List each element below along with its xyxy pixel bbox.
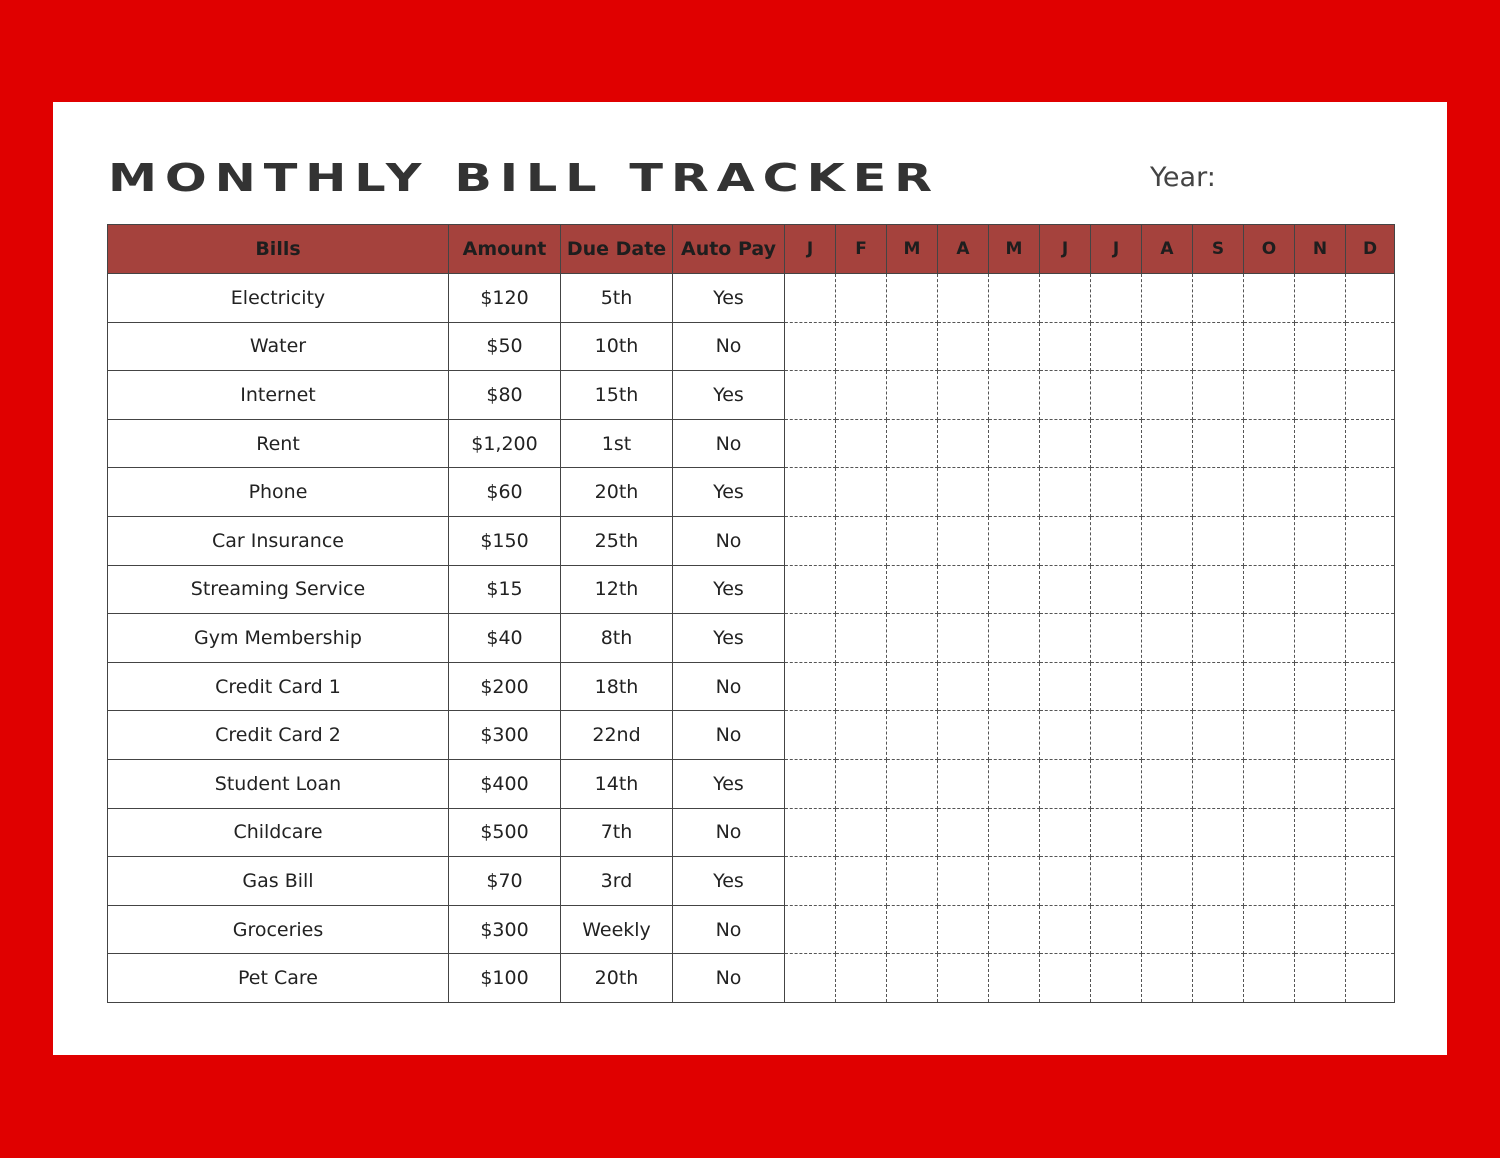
tracker-sheet — [53, 102, 1447, 1055]
month-check-cell[interactable] — [1142, 565, 1193, 614]
month-check-cell[interactable] — [989, 468, 1040, 517]
month-check-cell[interactable] — [1244, 419, 1295, 468]
month-check-cell[interactable] — [1193, 468, 1244, 517]
month-check-cell[interactable] — [938, 614, 989, 663]
month-check-cell[interactable] — [938, 516, 989, 565]
month-check-cell[interactable] — [1295, 662, 1346, 711]
month-check-cell[interactable] — [836, 322, 887, 371]
month-check-cell[interactable] — [989, 857, 1040, 906]
amount-cell: $300 — [449, 711, 561, 760]
year-label: Year: — [1150, 162, 1216, 193]
month-check-cell[interactable] — [1091, 857, 1142, 906]
month-check-cell[interactable] — [1346, 954, 1395, 1003]
month-check-cell[interactable] — [1295, 516, 1346, 565]
month-check-cell[interactable] — [1193, 857, 1244, 906]
bill-name-cell: Rent — [108, 419, 449, 468]
month-check-cell[interactable] — [1091, 468, 1142, 517]
month-check-cell[interactable] — [887, 905, 938, 954]
bill-name-cell: Credit Card 2 — [108, 711, 449, 760]
month-check-cell[interactable] — [887, 662, 938, 711]
month-check-cell[interactable] — [1346, 662, 1395, 711]
bill-name-cell: Childcare — [108, 808, 449, 857]
month-check-cell[interactable] — [938, 565, 989, 614]
bill-name-cell: Student Loan — [108, 759, 449, 808]
month-check-cell[interactable] — [1346, 857, 1395, 906]
month-check-cell[interactable] — [1091, 371, 1142, 420]
auto-pay-cell: No — [673, 905, 785, 954]
month-check-cell[interactable] — [1142, 419, 1193, 468]
page-title: MONTHLY BILL TRACKER — [108, 156, 940, 201]
column-header-due-date: Due Date — [561, 225, 673, 274]
month-check-cell[interactable] — [989, 711, 1040, 760]
month-check-cell[interactable] — [887, 614, 938, 663]
bill-name-cell: Credit Card 1 — [108, 662, 449, 711]
month-check-cell[interactable] — [1346, 711, 1395, 760]
month-header: M — [989, 225, 1040, 274]
amount-cell: $150 — [449, 516, 561, 565]
month-check-cell[interactable] — [1193, 759, 1244, 808]
month-check-cell[interactable] — [887, 857, 938, 906]
month-check-cell[interactable] — [785, 759, 836, 808]
month-check-cell[interactable] — [887, 516, 938, 565]
month-check-cell[interactable] — [1142, 954, 1193, 1003]
month-check-cell[interactable] — [1244, 322, 1295, 371]
month-check-cell[interactable] — [1346, 322, 1395, 371]
month-check-cell[interactable] — [989, 274, 1040, 323]
month-check-cell[interactable] — [989, 419, 1040, 468]
table-row — [108, 808, 1395, 857]
month-check-cell[interactable] — [1346, 468, 1395, 517]
month-check-cell[interactable] — [1142, 905, 1193, 954]
month-check-cell[interactable] — [1193, 614, 1244, 663]
auto-pay-cell: No — [673, 711, 785, 760]
month-check-cell[interactable] — [887, 468, 938, 517]
month-check-cell[interactable] — [1040, 662, 1091, 711]
month-check-cell[interactable] — [1142, 468, 1193, 517]
auto-pay-cell: Yes — [673, 468, 785, 517]
month-check-cell[interactable] — [938, 711, 989, 760]
month-header: S — [1193, 225, 1244, 274]
month-check-cell[interactable] — [1295, 419, 1346, 468]
table-header-row — [108, 225, 1395, 274]
month-check-cell[interactable] — [1040, 711, 1091, 760]
month-check-cell[interactable] — [1142, 614, 1193, 663]
month-check-cell[interactable] — [887, 759, 938, 808]
month-check-cell[interactable] — [1091, 565, 1142, 614]
month-check-cell[interactable] — [938, 905, 989, 954]
table-row — [108, 322, 1395, 371]
month-check-cell[interactable] — [1142, 857, 1193, 906]
month-check-cell[interactable] — [1091, 274, 1142, 323]
month-check-cell[interactable] — [887, 565, 938, 614]
month-check-cell[interactable] — [836, 565, 887, 614]
auto-pay-cell: Yes — [673, 371, 785, 420]
table-row — [108, 954, 1395, 1003]
month-check-cell[interactable] — [1193, 274, 1244, 323]
month-check-cell[interactable] — [1346, 565, 1395, 614]
month-check-cell[interactable] — [1040, 565, 1091, 614]
month-check-cell[interactable] — [989, 759, 1040, 808]
month-check-cell[interactable] — [1346, 419, 1395, 468]
month-check-cell[interactable] — [1193, 322, 1244, 371]
month-check-cell[interactable] — [1295, 857, 1346, 906]
month-check-cell[interactable] — [989, 371, 1040, 420]
month-check-cell[interactable] — [989, 954, 1040, 1003]
bill-name-cell: Electricity — [108, 274, 449, 323]
month-check-cell[interactable] — [1091, 516, 1142, 565]
table-row — [108, 274, 1395, 323]
month-check-cell[interactable] — [887, 274, 938, 323]
table-row — [108, 662, 1395, 711]
month-check-cell[interactable] — [989, 516, 1040, 565]
auto-pay-cell: No — [673, 322, 785, 371]
month-check-cell[interactable] — [1244, 662, 1295, 711]
month-check-cell[interactable] — [938, 274, 989, 323]
bill-name-cell: Car Insurance — [108, 516, 449, 565]
auto-pay-cell: Yes — [673, 759, 785, 808]
table-row — [108, 857, 1395, 906]
month-check-cell[interactable] — [1040, 614, 1091, 663]
month-header: A — [1142, 225, 1193, 274]
month-check-cell[interactable] — [1295, 711, 1346, 760]
month-check-cell[interactable] — [1091, 614, 1142, 663]
month-check-cell[interactable] — [785, 662, 836, 711]
month-check-cell[interactable] — [1193, 808, 1244, 857]
month-check-cell[interactable] — [1193, 565, 1244, 614]
month-check-cell[interactable] — [785, 371, 836, 420]
month-check-cell[interactable] — [1091, 759, 1142, 808]
month-check-cell[interactable] — [1142, 322, 1193, 371]
month-check-cell[interactable] — [938, 419, 989, 468]
month-check-cell[interactable] — [938, 954, 989, 1003]
bill-name-cell: Water — [108, 322, 449, 371]
month-check-cell[interactable] — [785, 857, 836, 906]
month-check-cell[interactable] — [836, 468, 887, 517]
auto-pay-cell: Yes — [673, 857, 785, 906]
month-check-cell[interactable] — [938, 468, 989, 517]
month-header: J — [1040, 225, 1091, 274]
month-check-cell[interactable] — [1040, 274, 1091, 323]
auto-pay-cell: No — [673, 419, 785, 468]
due-date-cell: 7th — [561, 808, 673, 857]
table-row — [108, 468, 1395, 517]
month-check-cell[interactable] — [938, 371, 989, 420]
month-check-cell[interactable] — [989, 614, 1040, 663]
month-check-cell[interactable] — [785, 274, 836, 323]
auto-pay-cell: Yes — [673, 614, 785, 663]
amount-cell: $300 — [449, 905, 561, 954]
month-check-cell[interactable] — [938, 759, 989, 808]
month-check-cell[interactable] — [1193, 954, 1244, 1003]
amount-cell: $80 — [449, 371, 561, 420]
month-check-cell[interactable] — [1142, 808, 1193, 857]
amount-cell: $40 — [449, 614, 561, 663]
due-date-cell: 5th — [561, 274, 673, 323]
bill-name-cell: Gas Bill — [108, 857, 449, 906]
column-header-bills: Bills — [108, 225, 449, 274]
table-body — [108, 274, 1395, 1003]
month-check-cell[interactable] — [836, 614, 887, 663]
due-date-cell: 1st — [561, 419, 673, 468]
due-date-cell: 15th — [561, 371, 673, 420]
amount-cell: $60 — [449, 468, 561, 517]
month-check-cell[interactable] — [785, 419, 836, 468]
month-check-cell[interactable] — [1346, 614, 1395, 663]
month-check-cell[interactable] — [1142, 371, 1193, 420]
month-header: D — [1346, 225, 1395, 274]
month-check-cell[interactable] — [1142, 711, 1193, 760]
month-check-cell[interactable] — [1295, 905, 1346, 954]
month-check-cell[interactable] — [1040, 759, 1091, 808]
auto-pay-cell: Yes — [673, 274, 785, 323]
due-date-cell: 8th — [561, 614, 673, 663]
amount-cell: $15 — [449, 565, 561, 614]
month-header: A — [938, 225, 989, 274]
amount-cell: $100 — [449, 954, 561, 1003]
month-check-cell[interactable] — [938, 857, 989, 906]
month-check-cell[interactable] — [1244, 954, 1295, 1003]
month-header: J — [785, 225, 836, 274]
month-check-cell[interactable] — [1244, 516, 1295, 565]
due-date-cell: 20th — [561, 468, 673, 517]
month-check-cell[interactable] — [1091, 905, 1142, 954]
month-check-cell[interactable] — [1244, 808, 1295, 857]
month-check-cell[interactable] — [1244, 614, 1295, 663]
month-check-cell[interactable] — [1091, 808, 1142, 857]
month-check-cell[interactable] — [1295, 614, 1346, 663]
month-check-cell[interactable] — [785, 905, 836, 954]
due-date-cell: 20th — [561, 954, 673, 1003]
auto-pay-cell: No — [673, 808, 785, 857]
due-date-cell: 14th — [561, 759, 673, 808]
month-check-cell[interactable] — [1346, 808, 1395, 857]
month-check-cell[interactable] — [989, 322, 1040, 371]
table-row — [108, 419, 1395, 468]
month-check-cell[interactable] — [1193, 419, 1244, 468]
month-check-cell[interactable] — [785, 808, 836, 857]
bill-name-cell: Phone — [108, 468, 449, 517]
month-check-cell[interactable] — [836, 419, 887, 468]
month-check-cell[interactable] — [1295, 322, 1346, 371]
month-check-cell[interactable] — [785, 322, 836, 371]
auto-pay-cell: Yes — [673, 565, 785, 614]
month-check-cell[interactable] — [1040, 954, 1091, 1003]
month-check-cell[interactable] — [1295, 274, 1346, 323]
month-check-cell[interactable] — [1295, 808, 1346, 857]
column-header-auto-pay: Auto Pay — [673, 225, 785, 274]
table-row — [108, 711, 1395, 760]
month-check-cell[interactable] — [989, 662, 1040, 711]
month-check-cell[interactable] — [1193, 662, 1244, 711]
month-check-cell[interactable] — [1193, 516, 1244, 565]
month-check-cell[interactable] — [887, 711, 938, 760]
month-check-cell[interactable] — [1040, 468, 1091, 517]
due-date-cell: 18th — [561, 662, 673, 711]
month-check-cell[interactable] — [836, 711, 887, 760]
month-header: J — [1091, 225, 1142, 274]
month-check-cell[interactable] — [1346, 274, 1395, 323]
month-check-cell[interactable] — [1295, 468, 1346, 517]
amount-cell: $200 — [449, 662, 561, 711]
month-check-cell[interactable] — [836, 808, 887, 857]
month-check-cell[interactable] — [836, 274, 887, 323]
table-row — [108, 565, 1395, 614]
due-date-cell: 3rd — [561, 857, 673, 906]
amount-cell: $120 — [449, 274, 561, 323]
auto-pay-cell: No — [673, 516, 785, 565]
month-check-cell[interactable] — [1142, 274, 1193, 323]
month-check-cell[interactable] — [1040, 808, 1091, 857]
month-check-cell[interactable] — [836, 954, 887, 1003]
month-check-cell[interactable] — [785, 565, 836, 614]
month-check-cell[interactable] — [989, 808, 1040, 857]
column-header-amount: Amount — [449, 225, 561, 274]
amount-cell: $1,200 — [449, 419, 561, 468]
bill-name-cell: Internet — [108, 371, 449, 420]
table-row — [108, 516, 1395, 565]
bill-name-cell: Streaming Service — [108, 565, 449, 614]
amount-cell: $50 — [449, 322, 561, 371]
month-check-cell[interactable] — [1346, 371, 1395, 420]
month-check-cell[interactable] — [1091, 662, 1142, 711]
month-check-cell[interactable] — [1295, 371, 1346, 420]
month-header: M — [887, 225, 938, 274]
auto-pay-cell: No — [673, 954, 785, 1003]
due-date-cell: 22nd — [561, 711, 673, 760]
month-check-cell[interactable] — [1193, 711, 1244, 760]
month-check-cell[interactable] — [1244, 759, 1295, 808]
month-check-cell[interactable] — [887, 954, 938, 1003]
table-row — [108, 759, 1395, 808]
month-header: O — [1244, 225, 1295, 274]
month-header: N — [1295, 225, 1346, 274]
month-check-cell[interactable] — [1244, 905, 1295, 954]
table-row — [108, 614, 1395, 663]
month-check-cell[interactable] — [1091, 419, 1142, 468]
month-check-cell[interactable] — [1346, 905, 1395, 954]
month-check-cell[interactable] — [785, 711, 836, 760]
month-check-cell[interactable] — [1244, 711, 1295, 760]
month-check-cell[interactable] — [836, 662, 887, 711]
month-check-cell[interactable] — [1244, 274, 1295, 323]
month-check-cell[interactable] — [1346, 759, 1395, 808]
month-check-cell[interactable] — [1346, 516, 1395, 565]
month-check-cell[interactable] — [1040, 371, 1091, 420]
month-header: F — [836, 225, 887, 274]
month-check-cell[interactable] — [887, 419, 938, 468]
month-check-cell[interactable] — [1040, 419, 1091, 468]
month-check-cell[interactable] — [1244, 857, 1295, 906]
bill-name-cell: Pet Care — [108, 954, 449, 1003]
month-check-cell[interactable] — [836, 516, 887, 565]
month-check-cell[interactable] — [1193, 905, 1244, 954]
due-date-cell: 25th — [561, 516, 673, 565]
month-check-cell[interactable] — [1142, 516, 1193, 565]
month-check-cell[interactable] — [836, 857, 887, 906]
amount-cell: $70 — [449, 857, 561, 906]
month-check-cell[interactable] — [1091, 322, 1142, 371]
month-check-cell[interactable] — [938, 322, 989, 371]
month-check-cell[interactable] — [836, 759, 887, 808]
amount-cell: $500 — [449, 808, 561, 857]
month-check-cell[interactable] — [836, 371, 887, 420]
month-check-cell[interactable] — [938, 662, 989, 711]
month-check-cell[interactable] — [1244, 565, 1295, 614]
month-check-cell[interactable] — [989, 565, 1040, 614]
bill-name-cell: Groceries — [108, 905, 449, 954]
month-check-cell[interactable] — [785, 614, 836, 663]
due-date-cell: Weekly — [561, 905, 673, 954]
bill-name-cell: Gym Membership — [108, 614, 449, 663]
month-check-cell[interactable] — [1142, 759, 1193, 808]
month-check-cell[interactable] — [1295, 954, 1346, 1003]
month-check-cell[interactable] — [1295, 759, 1346, 808]
month-check-cell[interactable] — [1040, 905, 1091, 954]
month-check-cell[interactable] — [887, 808, 938, 857]
month-check-cell[interactable] — [1040, 857, 1091, 906]
month-check-cell[interactable] — [1091, 954, 1142, 1003]
due-date-cell: 10th — [561, 322, 673, 371]
table-row — [108, 905, 1395, 954]
amount-cell: $400 — [449, 759, 561, 808]
month-check-cell[interactable] — [887, 322, 938, 371]
due-date-cell: 12th — [561, 565, 673, 614]
month-check-cell[interactable] — [1244, 468, 1295, 517]
auto-pay-cell: No — [673, 662, 785, 711]
month-check-cell[interactable] — [785, 516, 836, 565]
month-check-cell[interactable] — [1040, 516, 1091, 565]
table-row — [108, 371, 1395, 420]
month-check-cell[interactable] — [1295, 565, 1346, 614]
month-check-cell[interactable] — [785, 468, 836, 517]
month-check-cell[interactable] — [1142, 662, 1193, 711]
month-check-cell[interactable] — [836, 905, 887, 954]
month-check-cell[interactable] — [1244, 371, 1295, 420]
month-check-cell[interactable] — [785, 954, 836, 1003]
month-check-cell[interactable] — [887, 371, 938, 420]
month-check-cell[interactable] — [938, 808, 989, 857]
bill-tracker-table — [107, 224, 1395, 1003]
month-check-cell[interactable] — [989, 905, 1040, 954]
month-check-cell[interactable] — [1193, 371, 1244, 420]
month-check-cell[interactable] — [1091, 711, 1142, 760]
month-check-cell[interactable] — [1040, 322, 1091, 371]
